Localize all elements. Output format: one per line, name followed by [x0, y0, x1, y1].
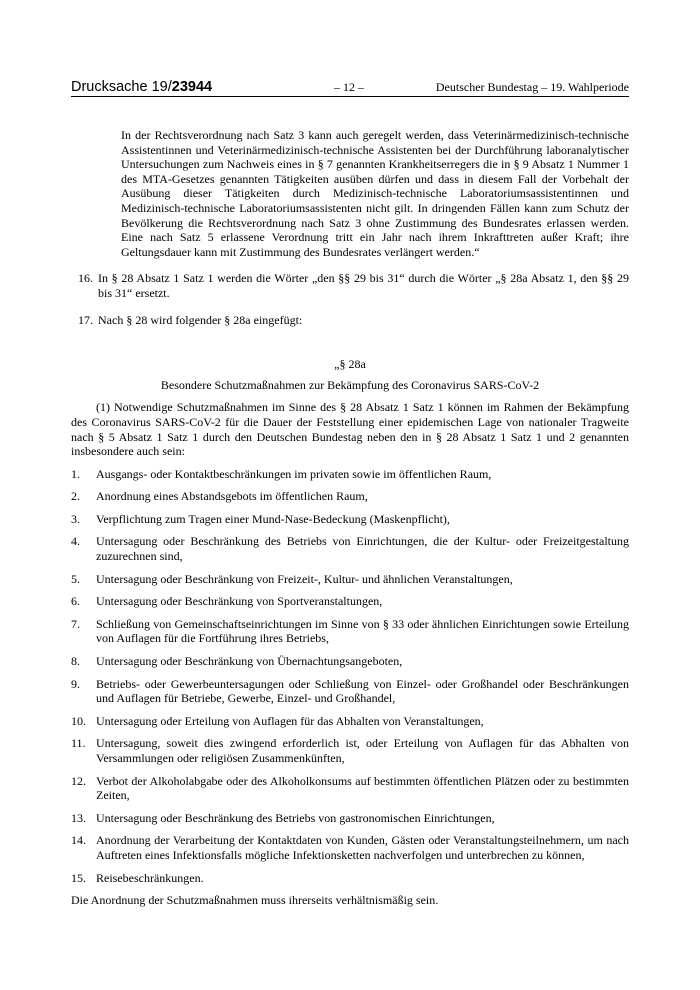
section-title: Besondere Schutzmaßnahmen zur Bekämpfung des Coronavirus SARS-CoV-2 — [160, 377, 540, 392]
list-item — [71, 833, 629, 862]
list-item-number: 9. — [71, 676, 80, 691]
amendment-text: In § 28 Absatz 1 Satz 1 werden die Wörter „den §§ 29 bis 31“ durch die Wörter „§ 28a Absatz 1, den §§ 29 bis 31“ ersetzt. — [98, 271, 629, 300]
section-paragraph-1: (1) Notwendige Schutzmaßnahmen im Sinne des § 28 Absatz 1 Satz 1 können im Rahmen der Bekämpfung des Coronavirus SARS-CoV-2 für die Dauer der Feststellung einer epidemischen Lage von nationaler Tragweite nach § 5 Absatz 1 Satz 1 durch den Deutschen Bundestag neben den in § 28 Absatz 1 Satz 1 und 2 genannten insbesondere auch sein: — [71, 400, 629, 459]
list-item-number: 5. — [71, 571, 80, 586]
amendment-item — [71, 313, 629, 328]
document-body — [71, 128, 629, 908]
list-item-text: Ausgangs- oder Kontaktbeschränkungen im privaten sowie im öffentlichen Raum, — [96, 466, 492, 481]
list-item — [71, 572, 629, 587]
list-item-number: 2. — [71, 489, 80, 504]
intro-paragraph: In der Rechtsverordnung nach Satz 3 kann auch geregelt werden, dass Veterinärmedizinisch-technische Assistentinnen und Veterinärmedizinisch-technische Assistenten bei der Durchführung laboranalytischer Untersuchungen zum Nachweis eines in § 7 genannten Krankheitserregers die in § 9 Absatz 1 Nummer 1 des MTA-Gesetzes genannten Tätigkeiten ausüben dürfen und dass in diesem Fall der Vorbehalt der Ausübung dieser Tätigkeiten durch Medizinisch-technische Laboratoriumsassistentinnen und Medizinisch-technische Laboratoriumsassistenten nicht gilt. In dringenden Fällen kann zum Schutz der Bevölkerung die Rechtsverordnung nach Satz 3 ohne Zustimmung des Bundesrates erlassen werden. Eine nach Satz 5 erlassene Verordnung tritt ein Jahr nach ihrem Inkrafttreten außer Kraft; ihre Geltungsdauer kann mit Zustimmung des Bundesrates verlängert werden.“ — [121, 128, 629, 259]
list-item-number: 13. — [71, 810, 86, 825]
list-item — [71, 654, 629, 669]
list-item — [71, 714, 629, 729]
document-number — [71, 79, 212, 95]
list-item — [71, 617, 629, 646]
page-header — [71, 79, 629, 95]
list-item — [71, 736, 629, 765]
list-item-text: Untersagung oder Beschränkung von Sportveranstaltungen, — [96, 594, 383, 609]
list-item-number: 1. — [71, 466, 80, 481]
list-item-number: 11. — [71, 736, 86, 751]
list-item — [71, 594, 629, 609]
list-item-number: 3. — [71, 511, 80, 526]
list-item-number: 14. — [71, 833, 86, 848]
list-item — [71, 774, 629, 803]
list-item-number: 6. — [71, 594, 80, 609]
list-item-text: Schließung von Gemeinschaftseinrichtungen im Sinne von § 33 oder ähnlichen Einrichtungen sowie Erteilung von Auflagen für die Fortführung ihres Betriebs, — [96, 616, 629, 646]
header-rule — [71, 96, 629, 97]
list-item-text: Verpflichtung zum Tragen einer Mund-Nase-Bedeckung (Maskenpflicht), — [96, 511, 450, 526]
list-item — [71, 677, 629, 706]
list-item-number: 7. — [71, 616, 80, 631]
section-heading: „§ 28a — [334, 357, 366, 372]
list-item-text: Untersagung oder Beschränkung von Übernachtungsangeboten, — [96, 654, 403, 669]
amendment-number: 17. — [78, 312, 93, 327]
list-item-number: 12. — [71, 773, 86, 788]
list-item-text: Betriebs- oder Gewerbeuntersagungen oder Schließung von Einzel- oder Großhandel oder Beschränkungen und Auflagen für Betriebe, Gewerbe, Einzel- und Großhandel, — [96, 676, 629, 706]
list-item-text: Anordnung eines Abstandsgebots im öffentlichen Raum, — [96, 489, 368, 504]
list-item-text: Untersagung oder Beschränkung von Freizeit-, Kultur- und ähnlichen Veranstaltungen, — [96, 571, 513, 586]
document-number-value: 23944 — [171, 79, 213, 95]
list-item-text: Reisebeschränkungen. — [96, 870, 204, 885]
list-item — [71, 512, 629, 527]
list-item-text: Untersagung oder Beschränkung des Betriebs von gastronomischen Einrichtungen, — [96, 810, 495, 825]
list-item — [71, 467, 629, 482]
list-item-text: Verbot der Alkoholabgabe oder des Alkoholkonsums auf bestimmten öffentlichen Plätzen oder zu bestimmten Zeiten, — [96, 773, 629, 803]
amendment-text: Nach § 28 wird folgender § 28a eingefügt: — [98, 312, 303, 327]
list-item-text: Untersagung oder Erteilung von Auflagen für das Abhalten von Veranstaltungen, — [96, 713, 484, 728]
list-item — [71, 871, 629, 886]
parliament-period: Deutscher Bundestag – 19. Wahlperiode — [435, 80, 629, 94]
list-item-number: 4. — [71, 534, 80, 549]
list-item-number: 10. — [71, 713, 86, 728]
list-item-text: Anordnung der Verarbeitung der Kontaktdaten von Kunden, Gästen oder Veranstaltungsteilnehmern, um nach Auftreten eines Infektionsfalls mögliche Infektionsketten nachverfolgen und unterbrechen zu können, — [96, 833, 629, 862]
document-number-prefix: Drucksache 19/ — [71, 79, 172, 95]
measures-list — [71, 467, 629, 885]
closing-paragraph: Die Anordnung der Schutzmaßnahmen muss ihrerseits verhältnismäßig sein. — [71, 893, 439, 908]
list-item-number: 8. — [71, 654, 80, 669]
page-number: – 12 – — [334, 80, 364, 94]
list-item — [71, 489, 629, 504]
amendment-number: 16. — [78, 271, 93, 286]
list-item-text: Untersagung oder Beschränkung des Betriebs von Einrichtungen, die der Kultur- oder Freizeitgestaltung zuzurechnen sind, — [96, 534, 629, 564]
list-item-number: 15. — [71, 870, 86, 885]
amendment-item — [71, 271, 629, 300]
list-item — [71, 811, 629, 826]
list-item-text: Untersagung, soweit dies zwingend erforderlich ist, oder Erteilung von Auflagen für das Abhalten von Versammlungen oder religiösen Zusammenkünften, — [96, 736, 629, 765]
list-item — [71, 534, 629, 563]
